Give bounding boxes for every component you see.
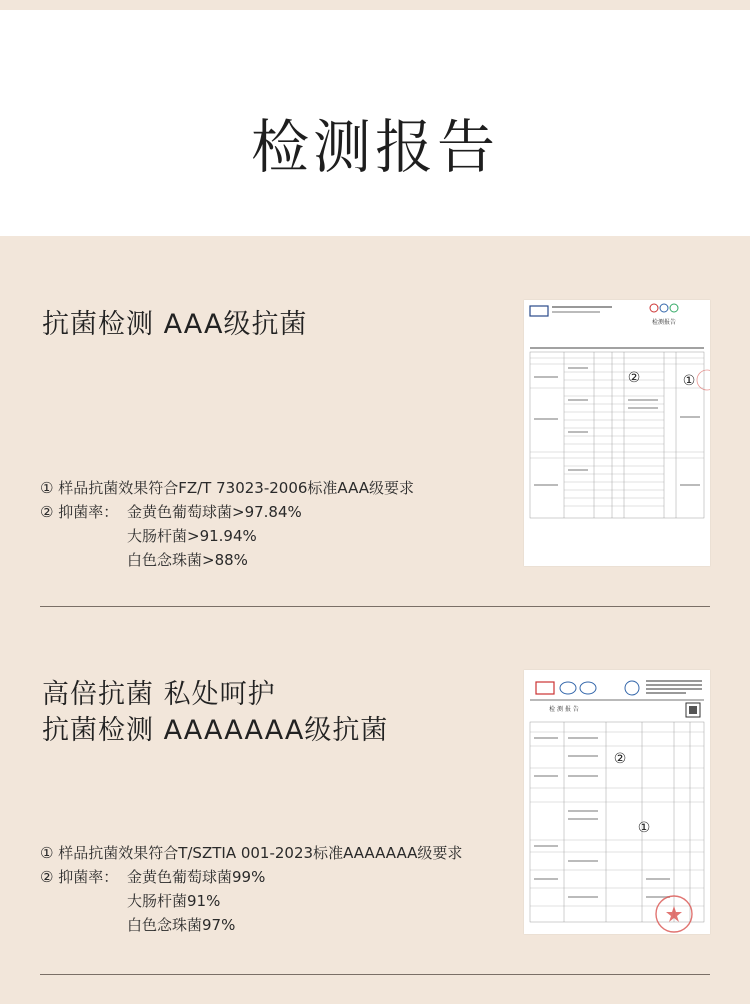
rate-staph: 金黄色葡萄球菌>97.84%: [127, 503, 302, 521]
rate-label: ② 抑菌率：: [40, 503, 119, 521]
report-heading: 检 测 报 告: [549, 706, 579, 713]
report-mark-1: ①: [637, 820, 651, 836]
rate-candida: 白色念珠菌97%: [127, 916, 236, 934]
rate-label: ② 抑菌率：: [40, 868, 119, 886]
section-divider: [40, 974, 710, 975]
standard-note: ① 样品抗菌效果符合FZ/T 73023-2006标准AAA级要求: [40, 479, 415, 497]
report-mark-2: ②: [613, 751, 627, 767]
standard-note: ① 样品抗菌效果符合T/SZTIA 001-2023标准AAAAAAA级要求: [40, 844, 463, 862]
section-antibacterial-aaaaaaa: [0, 608, 750, 976]
report-mark-2: ②: [627, 370, 641, 386]
rate-ecoli: 大肠杆菌>91.94%: [127, 527, 257, 545]
report-heading: 检测报告: [651, 319, 677, 326]
test-report-image: [524, 300, 710, 566]
rate-ecoli: 大肠杆菌91%: [127, 892, 221, 910]
test-report-image: [524, 670, 710, 934]
rate-candida: 白色念珠菌>88%: [127, 551, 248, 569]
section-divider: [40, 606, 710, 607]
page-header: [0, 10, 750, 236]
section-antibacterial-aaa: [0, 236, 750, 608]
section-subtitle: 抗菌检测 AAAAAAA级抗菌: [42, 715, 389, 746]
rate-staph: 金黄色葡萄球菌99%: [127, 868, 266, 886]
section-title: 高倍抗菌 私处呵护: [42, 679, 276, 710]
page-title: 检测报告: [250, 113, 499, 181]
top-band: [0, 0, 750, 10]
section-title: 抗菌检测 AAA级抗菌: [42, 309, 308, 340]
report-mark-1: ①: [682, 373, 696, 389]
